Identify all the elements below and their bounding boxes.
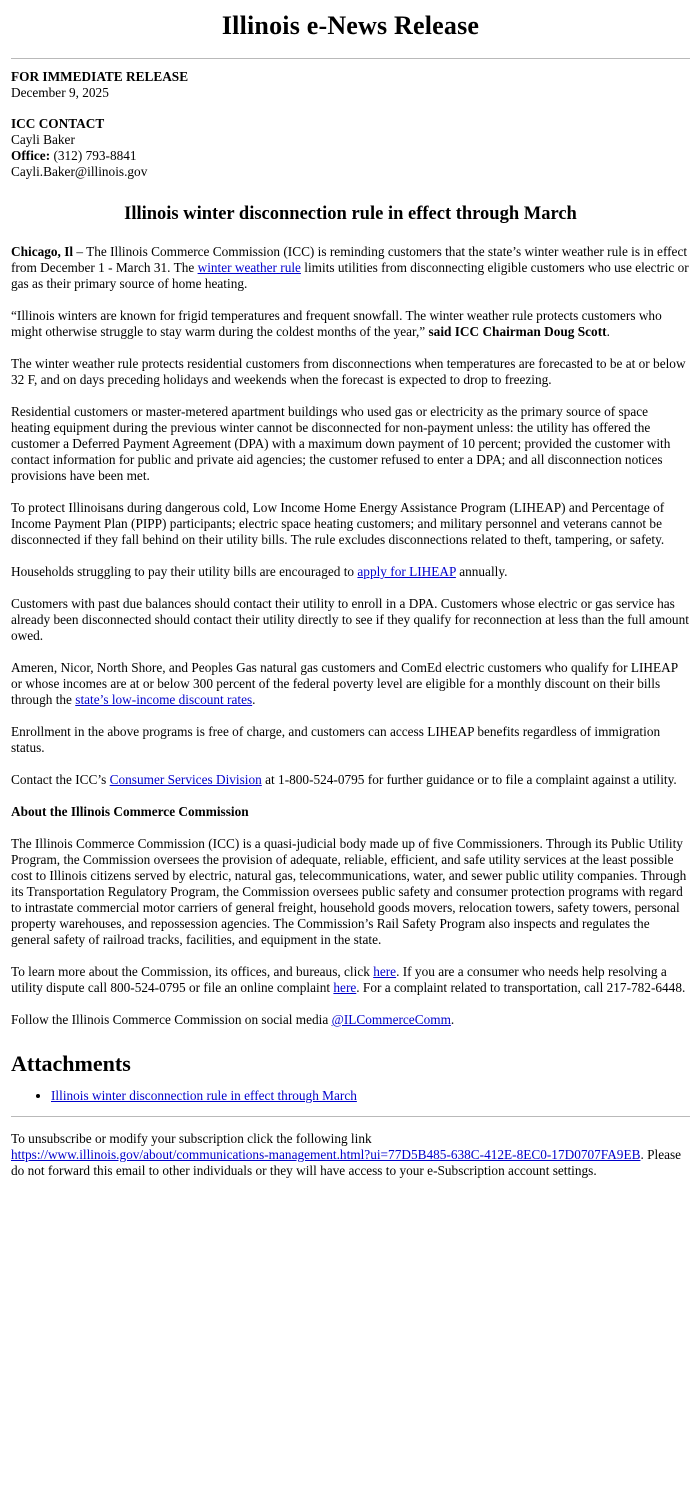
utility-discounts-text-a: Ameren, Nicor, North Shore, and Peoples Gas natural gas customers and ComEd electric customers who qualify for LIHEAP or whose incomes are at or below 300 percent of the federal poverty level are eligible for a monthly discount on their bills through the [11, 660, 678, 707]
dateline: Chicago, Il [11, 244, 74, 259]
release-date: December 9, 2025 [11, 85, 109, 100]
learn-more-paragraph [11, 964, 690, 996]
contact-icc-text-b: at 1-800-524-0795 for further guidance or to file a complaint against a utility. [261, 772, 677, 787]
contact-office-phone: (312) 793-8841 [50, 148, 137, 163]
social-media-paragraph [11, 1012, 690, 1028]
attachment-link[interactable]: Illinois winter disconnection rule in effect through March [51, 1088, 357, 1103]
page-title: Illinois e-News Release [221, 11, 480, 40]
quote-text-end: . [606, 324, 610, 339]
paragraph-utility-discounts [11, 660, 690, 708]
unsubscribe-text-b: . Please do not forward this email to other individuals or they will have access to your e-Subscription account settings. [11, 1147, 682, 1178]
quote-text: “Illinois winters are known for frigid temperatures and frequent snowfall. The winter weather rule protects customers who might otherwise struggle to stay warm during the coldest months of the year,” [11, 308, 662, 339]
low-income-discount-rates-link[interactable]: state’s low-income discount rates [75, 692, 253, 707]
release-headline: Illinois winter disconnection rule in effect through March [124, 204, 577, 224]
paragraph-lede-text-a: – The Illinois Commerce Commission (ICC) is reminding customers that the state’s winter weather rule is in effect from December 1 - March 31. The [11, 244, 688, 275]
social-text-b: . [450, 1012, 455, 1027]
learn-more-here-link[interactable]: here [373, 964, 397, 979]
paragraph-apply-liheap [11, 564, 690, 580]
apply-for-liheap-link[interactable]: apply for LIHEAP [357, 564, 456, 579]
footer-divider [11, 1116, 690, 1117]
contact-block [11, 116, 690, 180]
about-heading: About the Illinois Commerce Commission [11, 804, 249, 819]
unsubscribe-url-link[interactable]: https://www.illinois.gov/about/communications-management.html?ui=77D5B485-638C-412E-8EC0-17D0707FA9EB [11, 1147, 641, 1162]
attachments-heading: Attachments [11, 1051, 131, 1076]
learn-more-text-c: . For a complaint related to transportation, call 217-782-6448. [356, 980, 686, 995]
twitter-handle-link[interactable]: @ILCommerceComm [331, 1012, 451, 1027]
immediate-release-label: FOR IMMEDIATE RELEASE [11, 69, 189, 84]
apply-liheap-text-b: annually. [455, 564, 508, 579]
list-item [51, 1088, 690, 1104]
paragraph-enrollment: Enrollment in the above programs is free of charge, and customers can access LIHEAP benefits regardless of immigration status. [11, 724, 661, 755]
paragraph-lede [11, 244, 690, 292]
release-info-block [11, 69, 690, 101]
paragraph-lede-text-b: limits utilities from disconnecting eligible customers who use electric or gas as their primary source of home heating. [11, 260, 689, 291]
learn-more-text-b: . If you are a consumer who needs help resolving a utility dispute call 800-524-0795 or file an online complaint [11, 964, 667, 995]
contact-office-line [11, 148, 690, 164]
learn-more-text-a: To learn more about the Commission, its offices, and bureaus, click [11, 964, 374, 979]
contact-icc-text-a: Contact the ICC’s [11, 772, 110, 787]
attachments-list [11, 1088, 690, 1104]
unsubscribe-text-a: To unsubscribe or modify your subscription click the following link [11, 1131, 372, 1146]
online-complaint-here-link[interactable]: here [333, 980, 357, 995]
consumer-services-division-link[interactable]: Consumer Services Division [109, 772, 262, 787]
winter-weather-rule-link[interactable]: winter weather rule [197, 260, 301, 275]
unsubscribe-paragraph [11, 1131, 690, 1179]
utility-discounts-text-b: . [252, 692, 256, 707]
paragraph-past-due: Customers with past due balances should contact their utility to enroll in a DPA. Customers whose electric or gas service has already been disconnected should contact their utility directly to see if they qualify for reconnection at less than the full amount owed. [11, 596, 689, 643]
quote-attribution: said ICC Chairman Doug Scott [428, 324, 607, 339]
contact-heading: ICC CONTACT [11, 116, 105, 131]
about-paragraph: The Illinois Commerce Commission (ICC) is a quasi-judicial body made up of five Commissioners. Through its Public Utility Program, the Commission oversees the provision of adequate, reliable, efficient, and safe utility services at the least possible cost to Illinois citizens served by electric, natural gas, telecommunications, water, and sewer public utility companies. Through its Transportation Regulatory Program, the Commission oversees public safety and consumer protection programs with regard to intrastate commercial motor carriers of general freight, household goods movers, relocation towers, safety towers, personal property warehouses, and repossession agencies. The Commission’s Rail Safety Program also inspects and regulates the general safety of railroad tracks, facilities, and equipment in the state. [11, 836, 687, 947]
paragraph-residential-conditions: Residential customers or master-metered apartment buildings who used gas or electricity as the primary source of space heating equipment during the previous winter cannot be disconnected for non-payment unless: the utility has offered the customer a Deferred Payment Agreement (DPA) with a maximum down payment of 10 percent; provided the customer with contact information for public and private aid agencies; the customer refused to enter a DPA; and all disconnection notices provisions have been met. [11, 404, 671, 483]
social-text-a: Follow the Illinois Commerce Commission on social media [11, 1012, 332, 1027]
contact-office-label: Office: [11, 148, 51, 163]
contact-name: Cayli Baker [11, 132, 75, 147]
paragraph-liheap-pipp: To protect Illinoisans during dangerous cold, Low Income Home Energy Assistance Program (LIHEAP) and Percentage of Income Payment Plan (PIPP) participants; electric space heating customers; and military personnel and veterans cannot be disconnected if they fall behind on their utility bills. The rule excludes disconnections related to theft, tampering, or safety. [11, 500, 665, 547]
header-divider [11, 58, 690, 59]
paragraph-contact-icc [11, 772, 690, 788]
apply-liheap-text-a: Households struggling to pay their utility bills are encouraged to [11, 564, 358, 579]
paragraph-quote [11, 308, 690, 340]
paragraph-temperature-rule: The winter weather rule protects residential customers from disconnections when temperatures are forecasted to be at or below 32 F, and on days preceding holidays and weekends when the forecast is expected to drop to freezing. [11, 356, 686, 387]
contact-email: Cayli.Baker@illinois.gov [11, 164, 148, 179]
